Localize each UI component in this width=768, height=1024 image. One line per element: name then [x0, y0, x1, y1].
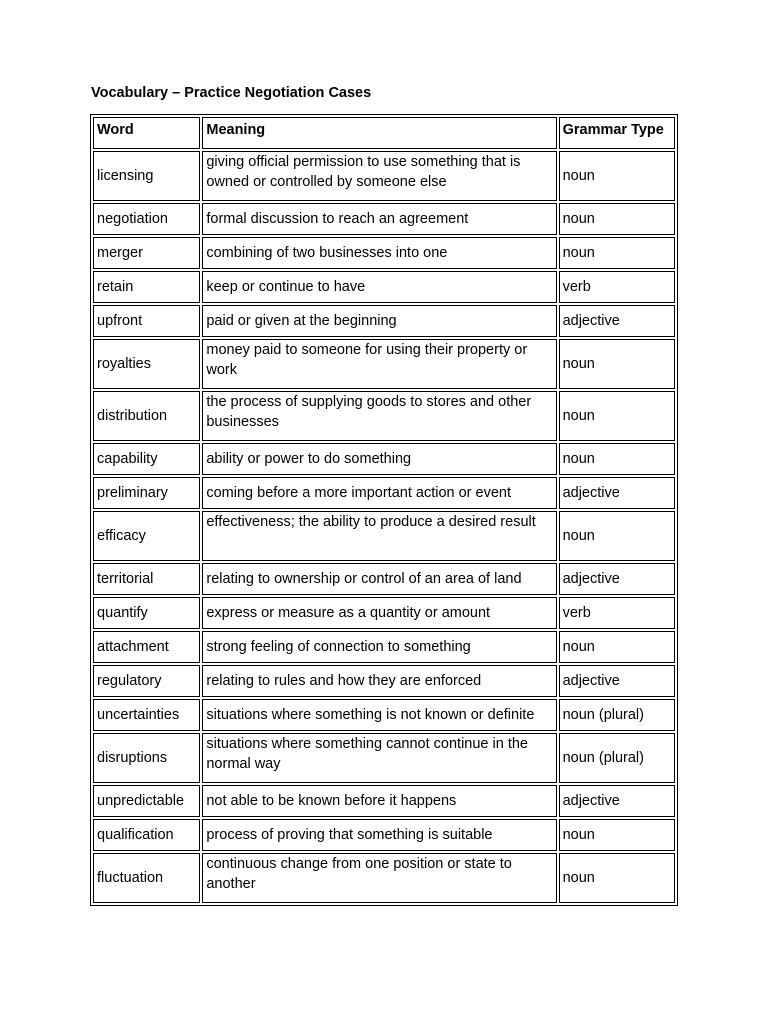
table-row [93, 477, 675, 509]
word-cell: retain [93, 271, 200, 303]
meaning-cell: situations where something is not known or definite [202, 699, 556, 731]
table-row [93, 597, 675, 629]
meaning-cell: continuous change from one position or state to another [202, 853, 556, 903]
grammar-type-cell: adjective [559, 665, 675, 697]
meaning-cell: keep or continue to have [202, 271, 556, 303]
meaning-cell: express or measure as a quantity or amount [202, 597, 556, 629]
grammar-type-cell: noun (plural) [559, 733, 675, 783]
meaning-cell: paid or given at the beginning [202, 305, 556, 337]
table-header-row [93, 117, 675, 149]
table-row [93, 733, 675, 783]
meaning-cell: strong feeling of connection to something [202, 631, 556, 663]
meaning-cell: process of proving that something is suitable [202, 819, 556, 851]
table-row [93, 391, 675, 441]
grammar-type-cell: noun [559, 631, 675, 663]
grammar-type-cell: adjective [559, 305, 675, 337]
meaning-cell: relating to ownership or control of an area of land [202, 563, 556, 595]
word-cell: attachment [93, 631, 200, 663]
grammar-type-cell: noun [559, 511, 675, 561]
grammar-type-cell: noun [559, 391, 675, 441]
word-cell: capability [93, 443, 200, 475]
table-row [93, 563, 675, 595]
grammar-type-cell: adjective [559, 477, 675, 509]
meaning-cell: combining of two businesses into one [202, 237, 556, 269]
grammar-type-cell: adjective [559, 785, 675, 817]
table-row [93, 339, 675, 389]
table-row [93, 305, 675, 337]
header-grammar-type: Grammar Type [559, 117, 675, 149]
header-meaning: Meaning [202, 117, 556, 149]
meaning-cell: relating to rules and how they are enforced [202, 665, 556, 697]
table-row [93, 443, 675, 475]
word-cell: upfront [93, 305, 200, 337]
grammar-type-cell: noun [559, 853, 675, 903]
grammar-type-cell: adjective [559, 563, 675, 595]
table-row [93, 819, 675, 851]
table-row [93, 699, 675, 731]
grammar-type-cell: noun [559, 151, 675, 201]
meaning-cell: ability or power to do something [202, 443, 556, 475]
grammar-type-cell: verb [559, 271, 675, 303]
meaning-cell: money paid to someone for using their property or work [202, 339, 556, 389]
grammar-type-cell: noun [559, 443, 675, 475]
word-cell: unpredictable [93, 785, 200, 817]
meaning-cell: not able to be known before it happens [202, 785, 556, 817]
word-cell: merger [93, 237, 200, 269]
word-cell: uncertainties [93, 699, 200, 731]
table-row [93, 511, 675, 561]
meaning-cell: formal discussion to reach an agreement [202, 203, 556, 235]
word-cell: qualification [93, 819, 200, 851]
grammar-type-cell: noun (plural) [559, 699, 675, 731]
meaning-cell: giving official permission to use something that is owned or controlled by someone else [202, 151, 556, 201]
word-cell: efficacy [93, 511, 200, 561]
grammar-type-cell: noun [559, 339, 675, 389]
table-row [93, 785, 675, 817]
grammar-type-cell: verb [559, 597, 675, 629]
word-cell: royalties [93, 339, 200, 389]
grammar-type-cell: noun [559, 203, 675, 235]
grammar-type-cell: noun [559, 237, 675, 269]
header-word: Word [93, 117, 200, 149]
word-cell: quantify [93, 597, 200, 629]
meaning-cell: situations where something cannot continue in the normal way [202, 733, 556, 783]
word-cell: preliminary [93, 477, 200, 509]
table-row [93, 203, 675, 235]
table-row [93, 151, 675, 201]
table-row [93, 631, 675, 663]
meaning-cell: the process of supplying goods to stores and other businesses [202, 391, 556, 441]
table-row [93, 853, 675, 903]
table-row [93, 271, 675, 303]
word-cell: territorial [93, 563, 200, 595]
word-cell: fluctuation [93, 853, 200, 903]
word-cell: distribution [93, 391, 200, 441]
table-row [93, 237, 675, 269]
meaning-cell: effectiveness; the ability to produce a desired result [202, 511, 556, 561]
page-title: Vocabulary – Practice Negotiation Cases [91, 85, 372, 101]
vocabulary-table [90, 114, 678, 906]
word-cell: negotiation [93, 203, 200, 235]
grammar-type-cell: noun [559, 819, 675, 851]
meaning-cell: coming before a more important action or event [202, 477, 556, 509]
word-cell: regulatory [93, 665, 200, 697]
word-cell: disruptions [93, 733, 200, 783]
word-cell: licensing [93, 151, 200, 201]
table-row [93, 665, 675, 697]
